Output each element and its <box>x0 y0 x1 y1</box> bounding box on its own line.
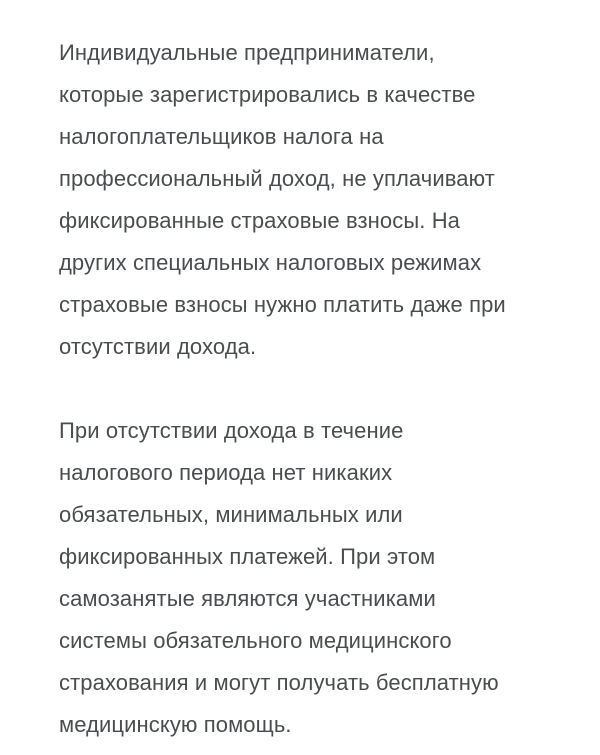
text-line: страхования и могут получать бесплатную <box>59 670 499 695</box>
text-line: При отсутствии дохода в течение <box>59 418 404 443</box>
text-line: налогоплательщиков налога на <box>59 124 384 149</box>
text-line: Индивидуальные предприниматели, <box>59 40 435 65</box>
paragraph-1 <box>59 32 579 368</box>
text-line: других специальных налоговых режимах <box>59 250 482 275</box>
paragraph-2 <box>59 410 579 746</box>
paragraph-spacer <box>59 368 579 410</box>
text-line: отсутствии дохода. <box>59 334 257 359</box>
text-line: которые зарегистрировались в качестве <box>59 82 476 107</box>
article-text <box>59 32 579 746</box>
text-line: системы обязательного медицинского <box>59 628 452 653</box>
text-line: самозанятые являются участниками <box>59 586 436 611</box>
text-line: фиксированные страховые взносы. На <box>59 208 461 233</box>
text-line: налогового периода нет никаких <box>59 460 393 485</box>
text-line: медицинскую помощь. <box>59 712 292 737</box>
text-line: профессиональный доход, не уплачивают <box>59 166 495 191</box>
text-line: фиксированных платежей. При этом <box>59 544 436 569</box>
text-line: страховые взносы нужно платить даже при <box>59 292 506 317</box>
text-line: обязательных, минимальных или <box>59 502 403 527</box>
